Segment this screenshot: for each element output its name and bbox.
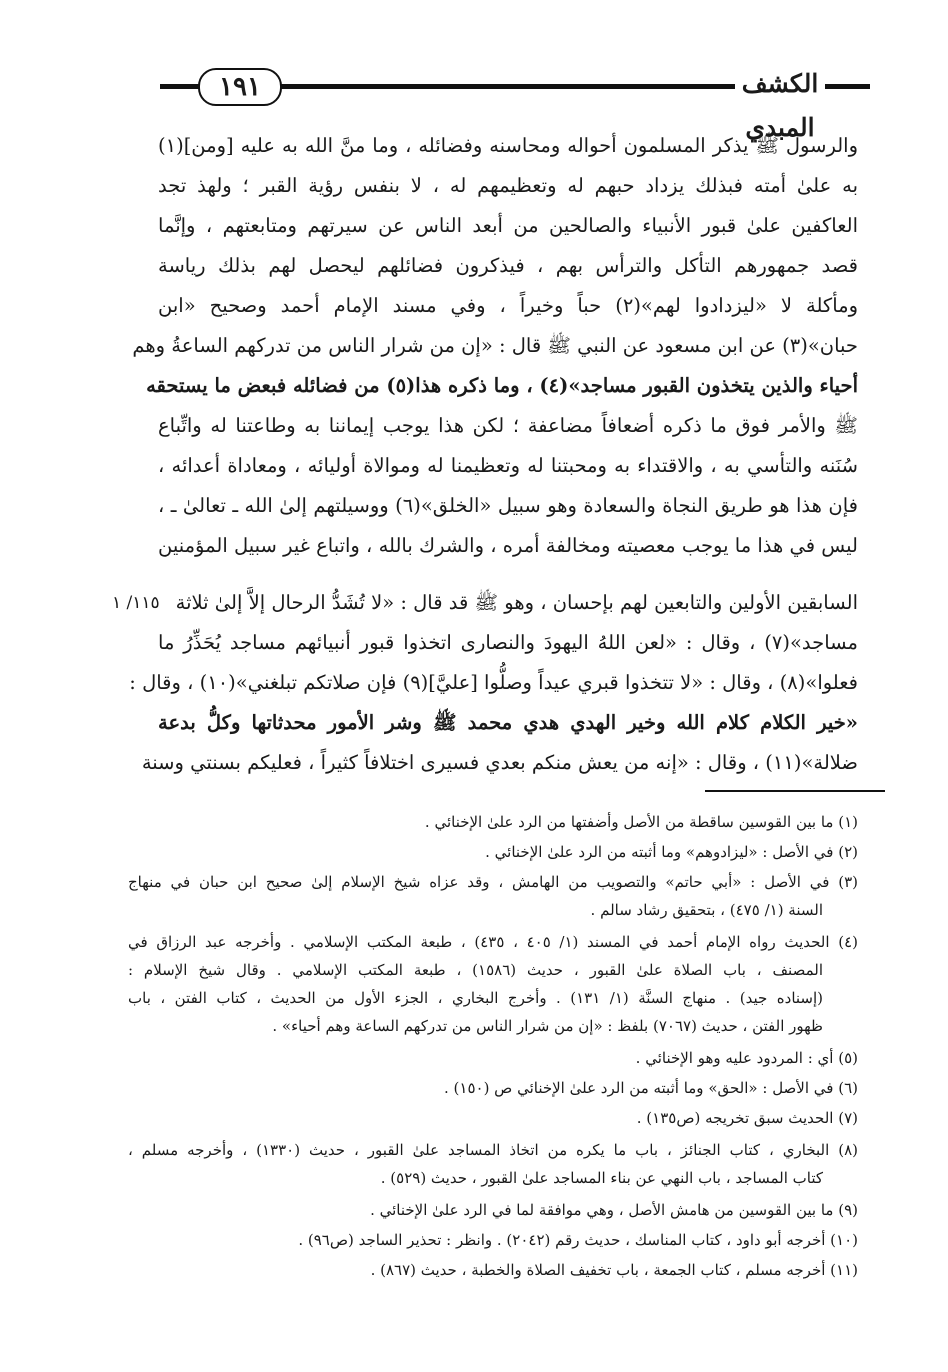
body-line: به علىٰ أمته فبذلك يزداد حبهم له وتعظيمهم له ، لا بنفس رؤية القبر ؛ ولهذ تجد: [158, 174, 858, 197]
footnote-line: (١) ما بين القوسين ساقطة من الأصل وأضفتها من الرد علىٰ الإخنائي .: [424, 813, 858, 831]
page-header: [160, 62, 870, 142]
body-line: والرسول ﷺ يذكر المسلمون أحواله ومحاسنه وفضائله ، وما منَّ الله به عليه [ومن](١): [158, 134, 858, 157]
footnote-line: (١٠) أخرجه أبو داود ، كتاب المناسك ، حديث رقم (٢٠٤٢) . وانظر : تحذير الساجد (ص٩٦) .: [298, 1231, 858, 1249]
body-line: العاكفين علىٰ قبور الأنبياء والصالحين من أبعد الناس عن سيرتهم ومتابعتهم ، وإنَّما: [158, 214, 858, 237]
footnote-line: (٢) في الأصل : «ليزادوهم» وما أثبته من الرد علىٰ الإخنائي .: [485, 843, 858, 861]
body-line: ﷺ والأمر فوق ما ذكره أضعافاً مضاعفة ؛ لكن هذا يوجب إيماننا به وطاعتنا له واتِّباع: [158, 414, 858, 437]
body-line: السابقين الأولين والتابعين لهم بإحسان ، وهو ﷺ قد قال : «لا تُشَدُّ الرحال إلاَّ إلىٰ ثلاثة: [175, 591, 858, 614]
body-line: سُنَنه والتأسي به ، والاقتداء به ومحبتنا له وتعظيمنا له وموالاة أوليائه ، ومعاداة أعدائه ،: [158, 454, 858, 477]
footnote-line: (٥) أي : المردود عليه وهو الإخنائي .: [635, 1049, 858, 1067]
footnote-line: (١١) أخرجه مسلم ، كتاب الجمعة ، باب تخفيف الصلاة والخطبة ، حديث (٨٦٧) .: [370, 1261, 858, 1279]
body-line: أحياء والذين يتخذون القبور مساجد»(٤) ، وما ذكره هذا(٥) من فضائله فبعض ما يستحقه: [146, 374, 858, 397]
book-title: الكشف المبدي: [735, 62, 825, 106]
footnote-line: (إسناده جيد) . منهاج السنَّة (١/ ١٣١) . وأخرج البخاري ، الجزء الأول من الحديث ، كتاب الفتن ، باب: [128, 989, 824, 1007]
header-rule-middle: [272, 84, 742, 89]
footnote-line: (٩) ما بين القوسين من هامش الأصل ، وهي موافقة لما في الرد علىٰ الإخنائي .: [370, 1201, 858, 1219]
footnote-line: (٦) في الأصل : «الحق» وما أثبته من الرد علىٰ الإخنائي ص (١٥٠) .: [444, 1079, 858, 1097]
footnote-line: كتاب المساجد ، باب النهي عن بناء المساجد علىٰ القبور ، حديث (٥٢٩) .: [380, 1169, 823, 1187]
body-line: مساجد»(٧) ، وقال : «لعن اللهُ اليهودَ والنصارى اتخذوا قبور أنبيائهم مساجد يُحَذِّرُ ما: [158, 631, 858, 654]
body-line: حبان»(٣) عن ابن مسعود عن النبي ﷺ قال : «إن من شرار الناس من تدركهم الساعةُ وهم: [132, 334, 858, 357]
footnote-line: (٣) في الأصل : «أبي حاتم» والتصويب من الهامش ، وقد عزاه شيخ الإسلام إلىٰ صحيح ابن حبان في منهاج: [128, 873, 858, 891]
body-line: قصد جمهورهم التأكل والترأس بهم ، فيذكرون فضائلهم ليحصل لهم بذلك رياسة: [158, 254, 858, 277]
manuscript-folio-note: ١١٥/ ١: [112, 593, 160, 613]
header-rule-left: [160, 84, 200, 89]
footnote-line: (٧) الحديث سبق تخريجه (ص١٣٥) .: [636, 1109, 858, 1127]
footnote-line: (٤) الحديث رواه الإمام أحمد في المسند (١/ ٤٠٥ ، ٤٣٥) ، طبعة المكتب الإسلامي . وأخرجه عبد الرزاق في: [128, 933, 858, 951]
header-rule-right: [820, 84, 870, 89]
body-line: فإن هذا هو طريق النجاة والسعادة وهو سبيل «الخلق»(٦) ووسيلتهم إلىٰ الله ـ تعالىٰ ـ ،: [158, 494, 858, 517]
body-line: ومأكلة لا «ليزدادوا لهم»(٢) حباً وخيراً ، وفي مسند الإمام أحمد وصحيح «ابن: [158, 294, 859, 317]
footnote-line: (٨) البخاري ، كتاب الجنائز ، باب ما يكره من اتخاذ المساجد علىٰ القبور ، حديث (١٣٣٠) ، وأخرجه مسلم ،: [128, 1141, 858, 1159]
footnote-line: ظهور الفتن ، حديث (٧٠٦٧) بلفظ : «إن من شرار الناس من تدركهم الساعة وهم أحياء» .: [272, 1017, 823, 1035]
body-line: ليس في هذا ما يوجب معصيته ومخالفة أمره ، والشرك بالله ، واتباع غير سبيل المؤمنين: [158, 534, 858, 557]
body-line: ضلالة»(١١) ، وقال : «إنه من يعش منكم بعدي فسيرى اختلافاً كثيراً ، فعليكم بسنتي وسنة: [141, 751, 858, 774]
footnote-line: المصنف ، باب الصلاة علىٰ القبور ، حديث (١٥٨٦) ، طبعة المكتب الإسلامي . وقال شيخ الإسلام :: [128, 961, 823, 979]
body-line: فعلوا»(٨) ، وقال : «لا تتخذوا قبري عيداً وصلُّوا [عليَّ](٩) فإن صلاتكم تبلغني»(١٠) ، وقال :: [129, 671, 858, 694]
footnote-line: السنة (١/ ٤٧٥) ، بتحقيق رشاد سالم .: [590, 901, 823, 919]
footnote-separator: [705, 790, 885, 792]
page-number: ١٩١: [198, 68, 282, 106]
body-line: «خير الكلام كلام الله وخير الهدي هدي محمد ﷺ وشر الأمور محدثاتها وكلُّ بدعة: [158, 711, 858, 734]
